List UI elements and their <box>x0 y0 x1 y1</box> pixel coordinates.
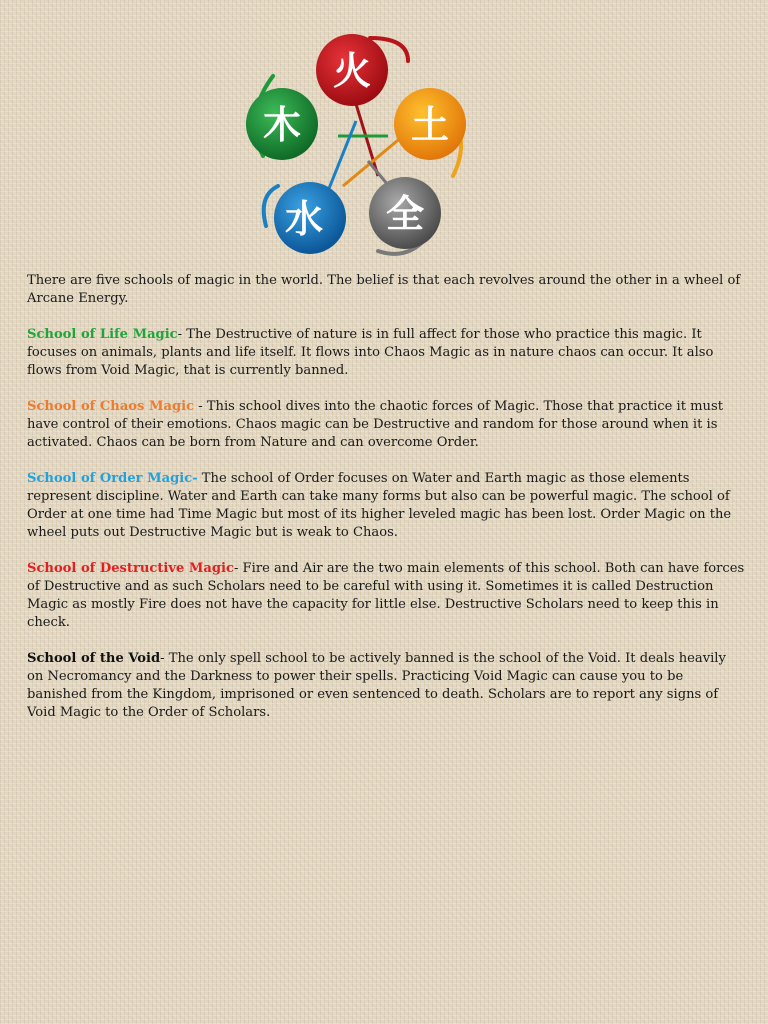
fire-glyph: 火 <box>332 49 372 93</box>
document-body <box>27 272 745 740</box>
section-order <box>27 470 745 542</box>
section-chaos-body: - This school dives into the chaotic forces of Magic. Those that practice it must have control of their emotions. Chaos magic can be Destructive and random for those around when it is activated. Chaos can be born from Nature and can overcome Order. <box>27 399 723 450</box>
section-chaos <box>27 398 745 452</box>
section-destructive-heading: School of Destructive Magic <box>27 561 234 576</box>
water-circle-icon <box>274 182 346 254</box>
section-life-heading: School of Life Magic <box>27 327 178 342</box>
earth-glyph: 土 <box>410 103 450 147</box>
section-void-heading: School of the Void <box>27 651 161 666</box>
water-glyph: 水 <box>284 197 324 241</box>
section-void-body: - The only spell school to be actively banned is the school of the Void. It deals heavily on Necromancy and the Darkness to power their spells. Practicing Void Magic can cause you to be banished from the Kingdom, imprisoned or even sentenced to death. Scholars are to report any signs of Void Magic to the Order of Scholars. <box>27 651 726 720</box>
section-life <box>27 326 745 380</box>
intro-paragraph: There are five schools of magic in the world. The belief is that each revolves around the other in a wheel of Arcane Energy. <box>27 273 741 306</box>
earth-circle-icon <box>394 88 466 160</box>
wheel-graphic <box>238 26 478 266</box>
section-void <box>27 650 745 722</box>
wood-circle-icon <box>246 88 318 160</box>
section-order-heading: School of Order Magic- <box>27 471 198 486</box>
fire-circle-icon <box>316 34 388 106</box>
five-elements-wheel <box>238 26 478 266</box>
section-destructive <box>27 560 745 632</box>
metal-circle-icon <box>369 177 441 249</box>
wheel-connectors <box>328 104 403 191</box>
section-chaos-heading: School of Chaos Magic <box>27 399 195 414</box>
section-destructive-body: - Fire and Air are the two main elements of this school. Both can have forces of Destructive and as such Scholars need to be careful with using it. Sometimes it is called Destruction Magic as mostly Fire does not have the capacity for little else. Destructive Scholars need to keep this in check. <box>27 561 745 630</box>
section-life-body: - The Destructive of nature is in full affect for those who practice this magic. It focuses on animals, plants and life itself. It flows into Chaos Magic as in nature chaos can occur. It also flows from Void Magic, that is currently banned. <box>27 327 714 378</box>
wood-glyph: 木 <box>262 103 302 147</box>
metal-glyph: 全 <box>385 192 425 236</box>
section-order-body: The school of Order focuses on Water and Earth magic as those elements represent discipline. Water and Earth can take many forms but also can be powerful magic. The school of Order at one time had Time Magic but most of its higher leveled magic has been lost. Order Magic on the wheel puts out Destructive Magic but is weak to Chaos. <box>27 471 732 540</box>
